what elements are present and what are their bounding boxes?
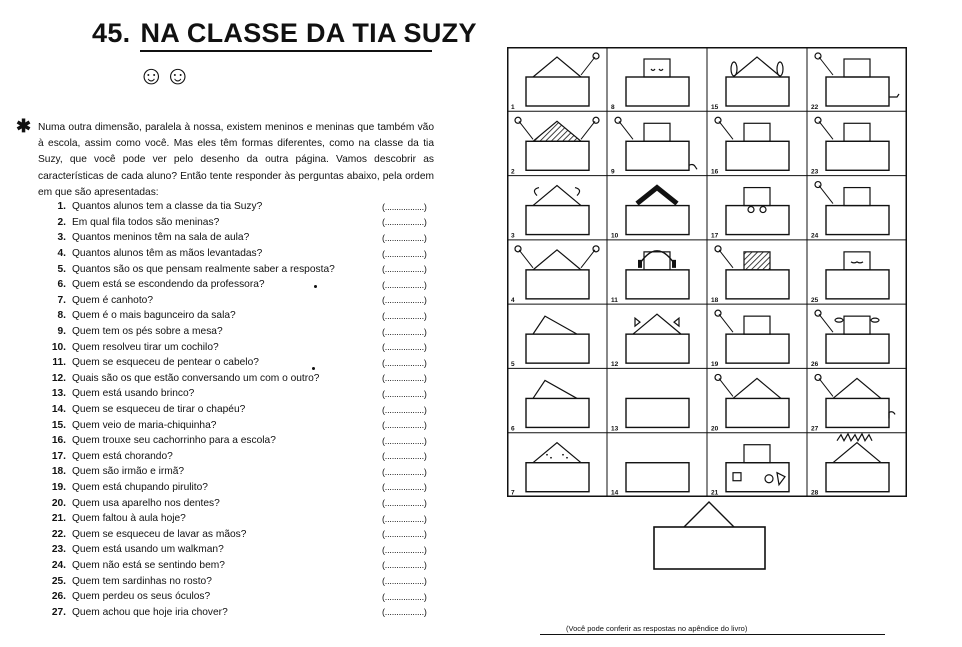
desk-number-label: 5 bbox=[511, 361, 515, 369]
question-number: 19. bbox=[51, 481, 66, 493]
desk-box bbox=[526, 270, 589, 299]
freckle bbox=[550, 457, 552, 459]
desk-number-label: 24 bbox=[811, 232, 819, 240]
page-title bbox=[92, 18, 477, 49]
antenna bbox=[819, 186, 833, 204]
footer-note: (Você pode conferir as respostas no apêndice do livro) bbox=[566, 624, 748, 633]
answer-blank[interactable]: (.................) bbox=[382, 560, 427, 571]
student-desk-3 bbox=[511, 186, 589, 240]
freckle bbox=[562, 454, 564, 456]
ponytail bbox=[777, 62, 783, 76]
desk-box bbox=[526, 77, 589, 106]
desk-number-label: 8 bbox=[611, 104, 615, 111]
intro-paragraph: Numa outra dimensão, paralela à nossa, existem meninos e meninas que também vão à escola, assim como você. Mas eles têm formas diferentes, como na classe da tia Suzy, que você pode ver pelo desenho da outra página. Vamos descobrir as características de cada aluno? Então tente responder às perguntas abaixo, pela ordem em que são apresentadas: bbox=[38, 122, 434, 198]
desk-box bbox=[726, 77, 789, 106]
question-number: 26. bbox=[51, 591, 66, 603]
question-text: Quantos meninos têm na sala de aula? bbox=[72, 232, 250, 244]
desk-number-label: 13 bbox=[611, 425, 619, 433]
question-list bbox=[38, 199, 438, 620]
head-square bbox=[644, 123, 670, 141]
desk-item bbox=[765, 475, 773, 483]
student-desk-4 bbox=[511, 246, 599, 304]
student-desk-20 bbox=[711, 374, 789, 432]
question-item bbox=[38, 417, 438, 433]
question-text: Em qual fila todos são meninas? bbox=[72, 216, 220, 228]
head-square bbox=[744, 316, 770, 334]
antenna-ball bbox=[815, 117, 821, 123]
head-square bbox=[844, 59, 870, 77]
ponytail bbox=[731, 62, 737, 76]
student-desk-2 bbox=[511, 117, 599, 175]
classroom-grid bbox=[507, 47, 907, 497]
question-number: 12. bbox=[51, 372, 66, 384]
question-item bbox=[38, 324, 438, 340]
desk-box bbox=[626, 398, 689, 427]
desk-box bbox=[526, 334, 589, 363]
antenna-ball bbox=[815, 374, 821, 380]
question-item bbox=[38, 355, 438, 371]
desk-box bbox=[626, 141, 689, 170]
desk-item bbox=[733, 473, 741, 481]
question-number: 22. bbox=[51, 528, 66, 540]
hair-bows bbox=[635, 318, 679, 326]
tears bbox=[651, 69, 663, 71]
student-desk-11 bbox=[611, 251, 689, 304]
answer-blank[interactable]: (.................) bbox=[382, 576, 427, 587]
question-item bbox=[38, 230, 438, 246]
answer-blank[interactable]: (.................) bbox=[382, 466, 427, 477]
desk-number-label: 25 bbox=[811, 296, 819, 304]
question-number: 20. bbox=[51, 497, 66, 509]
student-desk-18 bbox=[711, 246, 789, 304]
student-desk-5 bbox=[511, 316, 589, 368]
desk-box bbox=[726, 141, 789, 170]
student-desk-13 bbox=[611, 398, 689, 432]
question-text: Quem está chorando? bbox=[72, 450, 173, 462]
antenna-ball bbox=[815, 310, 821, 316]
desk-box bbox=[626, 463, 689, 492]
desk-number-label: 27 bbox=[811, 425, 819, 433]
student-desk-1 bbox=[511, 53, 599, 111]
head-square-hatched bbox=[744, 252, 770, 270]
answer-blank[interactable]: (.................) bbox=[382, 591, 427, 602]
question-item bbox=[38, 526, 438, 542]
stray-dot bbox=[312, 367, 315, 370]
question-number: 21. bbox=[51, 513, 66, 525]
head-triangle bbox=[533, 57, 581, 77]
footer-rule bbox=[540, 634, 885, 635]
glasses-lens bbox=[835, 318, 843, 322]
desk-box bbox=[826, 206, 889, 235]
title-underline bbox=[140, 50, 432, 52]
freckle bbox=[546, 454, 548, 456]
question-item bbox=[38, 511, 438, 527]
teacher-desk bbox=[650, 500, 770, 572]
student-desk-24 bbox=[811, 182, 889, 240]
head-triangle bbox=[533, 380, 577, 398]
student-desk-8 bbox=[611, 59, 689, 111]
answer-blank[interactable]: (.................) bbox=[382, 388, 427, 399]
question-number: 15. bbox=[51, 419, 66, 431]
student-desk-22 bbox=[811, 53, 899, 111]
question-number: 9. bbox=[57, 326, 66, 338]
question-number: 23. bbox=[51, 544, 66, 556]
head-square bbox=[744, 123, 770, 141]
braces bbox=[851, 262, 863, 263]
antenna bbox=[719, 250, 733, 268]
antenna bbox=[819, 378, 833, 396]
head-triangle bbox=[633, 314, 681, 334]
question-number: 1. bbox=[57, 201, 66, 213]
desk-box bbox=[726, 270, 789, 299]
desk-box bbox=[526, 398, 589, 427]
student-desk-21 bbox=[711, 445, 789, 497]
desk-number-label: 15 bbox=[711, 104, 719, 111]
question-number: 10. bbox=[51, 341, 66, 353]
student-desk-12 bbox=[611, 314, 689, 368]
desk-box bbox=[526, 141, 589, 170]
question-item bbox=[38, 371, 438, 387]
desk-box bbox=[826, 270, 889, 299]
desk-number-label: 7 bbox=[511, 489, 515, 497]
desk-number-label: 16 bbox=[711, 168, 719, 176]
question-text: Quem se esqueceu de lavar as mãos? bbox=[72, 528, 247, 540]
answer-blank[interactable]: (.................) bbox=[382, 248, 427, 259]
desk-box bbox=[526, 206, 589, 235]
question-number: 11. bbox=[52, 357, 66, 369]
answer-blank[interactable]: (.................) bbox=[382, 295, 427, 306]
desk-number-label: 19 bbox=[711, 361, 719, 369]
desk-number-label: 26 bbox=[811, 361, 819, 369]
question-item bbox=[38, 604, 438, 620]
answer-blank[interactable]: (.................) bbox=[382, 420, 427, 431]
question-item bbox=[38, 215, 438, 231]
antenna-ball bbox=[715, 374, 721, 380]
antenna bbox=[519, 250, 533, 268]
question-number: 24. bbox=[51, 559, 66, 571]
antenna bbox=[719, 121, 733, 139]
question-text: Quem se esqueceu de tirar o chapéu? bbox=[72, 404, 246, 416]
question-item bbox=[38, 246, 438, 262]
desk-number-label: 11 bbox=[611, 296, 618, 304]
student-desk-23 bbox=[811, 117, 889, 175]
question-text: Quem veio de maria-chiquinha? bbox=[72, 419, 217, 431]
desk-box bbox=[826, 463, 889, 492]
head-triangle bbox=[533, 186, 581, 206]
desk-item bbox=[777, 473, 785, 485]
desk-number-label: 6 bbox=[511, 425, 515, 433]
student-desk-6 bbox=[511, 380, 589, 432]
head-triangle bbox=[533, 316, 577, 334]
antenna bbox=[581, 57, 595, 75]
desk-box bbox=[826, 141, 889, 170]
answer-blank[interactable]: (.................) bbox=[382, 232, 427, 243]
question-item bbox=[38, 573, 438, 589]
answer-blank[interactable]: (.................) bbox=[382, 373, 427, 384]
desk-box bbox=[826, 398, 889, 427]
question-number: 13. bbox=[51, 388, 66, 400]
desk-number-label: 18 bbox=[711, 296, 719, 304]
antenna-ball bbox=[593, 53, 599, 59]
question-item bbox=[38, 495, 438, 511]
antenna-ball bbox=[815, 53, 821, 59]
question-text: Quem usa aparelho nos dentes? bbox=[72, 497, 220, 509]
antenna-ball bbox=[515, 117, 521, 123]
question-text: Quem trouxe seu cachorrinho para a escola? bbox=[72, 435, 276, 447]
antenna-ball bbox=[593, 246, 599, 252]
question-number: 27. bbox=[51, 606, 66, 618]
umbrella bbox=[889, 412, 895, 419]
question-number: 4. bbox=[57, 248, 66, 260]
question-text: Quem está usando um walkman? bbox=[72, 544, 224, 556]
desk-number-label: 23 bbox=[811, 168, 819, 176]
dog bbox=[689, 164, 697, 169]
question-item bbox=[38, 402, 438, 418]
question-number: 5. bbox=[57, 263, 66, 275]
question-text: Quantos alunos tem a classe da tia Suzy? bbox=[72, 201, 263, 213]
antenna bbox=[619, 121, 633, 139]
desk-number-label: 21 bbox=[711, 489, 719, 497]
answer-blank[interactable]: (.................) bbox=[382, 435, 427, 446]
answer-blank[interactable]: (.................) bbox=[382, 482, 427, 493]
glasses-lens bbox=[871, 318, 879, 322]
answer-blank[interactable]: (.................) bbox=[382, 357, 427, 368]
answer-blank[interactable]: (.................) bbox=[382, 513, 427, 524]
head-chevron bbox=[637, 188, 677, 204]
desk-number-label: 20 bbox=[711, 425, 719, 433]
answer-blank[interactable]: (.................) bbox=[382, 326, 427, 337]
desk-number-label: 22 bbox=[811, 104, 819, 111]
head-triangle bbox=[733, 378, 781, 398]
desk-box bbox=[626, 206, 689, 235]
question-text: Quem tem os pés sobre a mesa? bbox=[72, 326, 223, 338]
desk-number-label: 1 bbox=[511, 104, 515, 111]
desk-box bbox=[626, 334, 689, 363]
antenna bbox=[819, 57, 833, 75]
hand bbox=[748, 207, 754, 213]
feet bbox=[889, 94, 899, 97]
desk-number-label: 14 bbox=[611, 489, 619, 497]
question-text: Quem perdeu os seus óculos? bbox=[72, 591, 211, 603]
answer-blank[interactable]: (.................) bbox=[382, 201, 427, 212]
answer-blank[interactable]: (.................) bbox=[382, 404, 427, 415]
head-square bbox=[844, 123, 870, 141]
desk-number-label: 4 bbox=[511, 296, 515, 304]
answer-blank[interactable]: (.................) bbox=[382, 607, 427, 618]
desk-number-label: 28 bbox=[811, 489, 819, 497]
answer-blank[interactable]: (.................) bbox=[382, 451, 427, 462]
student-desk-17 bbox=[711, 188, 789, 240]
desk-box bbox=[826, 77, 889, 106]
question-text: Quem achou que hoje iria chover? bbox=[72, 606, 228, 618]
question-number: 17. bbox=[51, 450, 66, 462]
antenna-ball bbox=[715, 310, 721, 316]
antenna-ball bbox=[593, 117, 599, 123]
question-text: Quais são os que estão conversando um com o outro? bbox=[72, 372, 320, 384]
desk-box bbox=[626, 77, 689, 106]
question-item bbox=[38, 308, 438, 324]
antenna-ball bbox=[715, 117, 721, 123]
question-item bbox=[38, 542, 438, 558]
question-item bbox=[38, 293, 438, 309]
student-desk-7 bbox=[511, 443, 589, 497]
student-desk-10 bbox=[611, 188, 689, 240]
answer-blank[interactable]: (.................) bbox=[382, 498, 427, 509]
desk-number-label: 3 bbox=[511, 232, 515, 240]
answer-blank[interactable]: (.................) bbox=[382, 529, 427, 540]
antenna bbox=[719, 314, 733, 332]
answer-blank[interactable]: (.................) bbox=[382, 217, 427, 228]
hand bbox=[760, 207, 766, 213]
question-number: 3. bbox=[57, 232, 66, 244]
student-desk-14 bbox=[611, 463, 689, 497]
question-text: Quem resolveu tirar um cochilo? bbox=[72, 341, 219, 353]
question-number: 16. bbox=[51, 435, 66, 447]
teacher-head bbox=[684, 502, 734, 527]
desk-box bbox=[726, 334, 789, 363]
antenna-ball bbox=[615, 117, 621, 123]
question-number: 7. bbox=[57, 294, 66, 306]
head-triangle bbox=[833, 443, 881, 463]
headphone-ear bbox=[672, 260, 676, 268]
question-text: Quem é canhoto? bbox=[72, 294, 153, 306]
headphone-ear bbox=[638, 260, 642, 268]
question-text: Quem se esqueceu de pentear o cabelo? bbox=[72, 357, 259, 369]
messy-hair bbox=[837, 434, 872, 441]
answer-blank[interactable]: (.................) bbox=[382, 310, 427, 321]
question-number: 2. bbox=[57, 216, 66, 228]
teacher-desk-box bbox=[654, 527, 765, 569]
student-desk-28 bbox=[811, 434, 889, 497]
question-item bbox=[38, 261, 438, 277]
desk-number-label: 9 bbox=[611, 168, 615, 176]
antenna-ball bbox=[715, 246, 721, 252]
question-text: Quem está chupando pirulito? bbox=[72, 481, 208, 493]
question-item bbox=[38, 449, 438, 465]
head-triangle bbox=[533, 250, 581, 270]
student-desk-19 bbox=[711, 310, 789, 368]
answer-blank[interactable]: (.................) bbox=[382, 279, 427, 290]
asterisk-bullet-icon: ✱ bbox=[16, 116, 32, 136]
antenna-ball bbox=[515, 246, 521, 252]
desk-box bbox=[626, 270, 689, 299]
question-item bbox=[38, 589, 438, 605]
question-number: 8. bbox=[57, 310, 66, 322]
head-triangle bbox=[733, 57, 781, 77]
student-desk-15 bbox=[711, 57, 789, 111]
answer-blank[interactable]: (.................) bbox=[382, 544, 427, 555]
antenna bbox=[581, 121, 595, 139]
desk-box bbox=[526, 463, 589, 492]
freckle bbox=[566, 457, 568, 459]
question-number: 6. bbox=[57, 279, 66, 291]
student-desk-26 bbox=[811, 310, 889, 368]
question-item bbox=[38, 464, 438, 480]
desk-number-label: 10 bbox=[611, 232, 619, 240]
question-text: Quem tem sardinhas no rosto? bbox=[72, 575, 212, 587]
question-text: Quantos alunos têm as mãos levantadas? bbox=[72, 248, 263, 260]
desk-number-label: 2 bbox=[511, 168, 515, 176]
exercise-number: 45. bbox=[92, 18, 131, 48]
curls-hair bbox=[534, 188, 579, 196]
headphones bbox=[641, 251, 673, 262]
question-item bbox=[38, 480, 438, 496]
antenna bbox=[819, 314, 833, 332]
question-text: Quem são irmão e irmã? bbox=[72, 466, 185, 478]
head-square bbox=[844, 188, 870, 206]
question-item bbox=[38, 433, 438, 449]
desk-box bbox=[726, 398, 789, 427]
question-text: Quem não está se sentindo bem? bbox=[72, 559, 225, 571]
head-square bbox=[844, 316, 870, 334]
question-text: Quem está se escondendo da professora? bbox=[72, 279, 265, 291]
question-item bbox=[38, 558, 438, 574]
desk-box bbox=[726, 463, 789, 492]
head-square bbox=[644, 59, 670, 77]
desk-box bbox=[726, 206, 789, 235]
answer-blank[interactable]: (.................) bbox=[382, 342, 427, 353]
desk-number-label: 17 bbox=[711, 232, 719, 240]
antenna bbox=[719, 378, 733, 396]
question-text: Quem é o mais bagunceiro da sala? bbox=[72, 310, 236, 322]
question-text: Quantos são os que pensam realmente saber a resposta? bbox=[72, 263, 335, 275]
question-item bbox=[38, 199, 438, 215]
student-desk-16 bbox=[711, 117, 789, 175]
antenna bbox=[819, 121, 833, 139]
question-text: Quem faltou à aula hoje? bbox=[72, 513, 186, 525]
antenna bbox=[581, 250, 595, 268]
question-item bbox=[38, 339, 438, 355]
exercise-title: NA CLASSE DA TIA SUZY bbox=[140, 18, 477, 48]
head-triangle bbox=[833, 378, 881, 398]
stray-dot bbox=[314, 285, 317, 288]
head-triangle bbox=[533, 443, 581, 463]
head-square bbox=[844, 252, 870, 270]
antenna-ball bbox=[815, 182, 821, 188]
question-number: 18. bbox=[51, 466, 66, 478]
desk-box bbox=[826, 334, 889, 363]
answer-blank[interactable]: (.................) bbox=[382, 264, 427, 275]
head-triangle-hatched bbox=[533, 121, 581, 141]
student-desk-25 bbox=[811, 252, 889, 304]
smiley-face-icon: ☺☺ bbox=[138, 60, 192, 90]
antenna bbox=[519, 121, 533, 139]
question-item bbox=[38, 277, 438, 293]
head-square bbox=[744, 188, 770, 206]
head-square bbox=[744, 445, 770, 463]
desk-number-label: 12 bbox=[611, 361, 619, 369]
student-desk-27 bbox=[811, 374, 895, 432]
question-item bbox=[38, 386, 438, 402]
question-text: Quem está usando brinco? bbox=[72, 388, 195, 400]
question-number: 25. bbox=[51, 575, 66, 587]
student-desk-9 bbox=[611, 117, 697, 175]
question-number: 14. bbox=[51, 404, 66, 416]
